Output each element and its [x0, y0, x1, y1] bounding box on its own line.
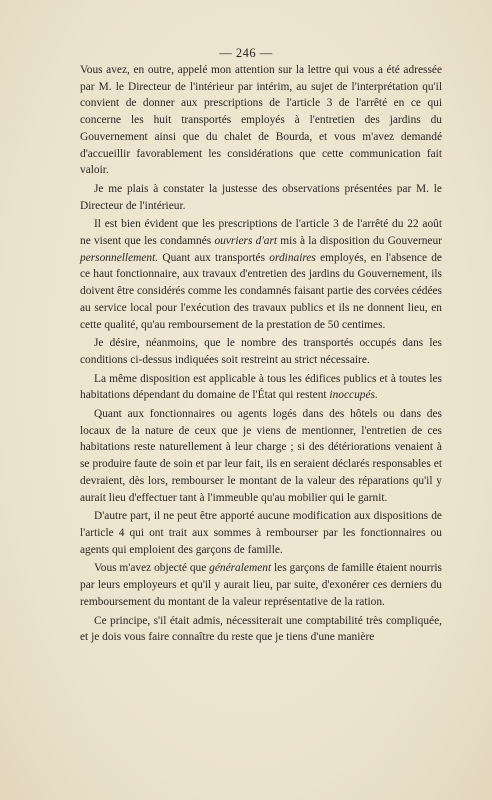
text-run: Quant aux transportés — [158, 251, 270, 264]
paragraph — [80, 62, 442, 179]
paragraph — [80, 181, 442, 214]
text-run: Vous m'avez objecté que — [94, 562, 210, 575]
paragraph — [80, 216, 442, 333]
paragraph — [80, 613, 442, 646]
italic-text: ordinaires — [269, 251, 316, 264]
text-run: Ce principe, s'il était admis, nécessiterait une comptabilité très compliquée, et je dois vous faire connaître du reste que je tiens d'une manière — [80, 614, 442, 644]
text-run: les garçons de famille étaient nourris par leurs employeurs et qu'il y aurait lieu, par suite, d'exonérer ces derniers du remboursement du montant de la valeur représentative de la ration. — [80, 562, 442, 608]
paragraph — [80, 371, 442, 404]
italic-text: personnellement. — [80, 251, 159, 264]
paragraph — [80, 335, 442, 368]
paragraph — [80, 560, 442, 610]
page-number: — 246 — — [219, 46, 273, 60]
text-run: mis à la disposition du Gouverneur — [277, 235, 442, 248]
text-run: employés, en l'absence de ce haut fonctionnaire, aux travaux d'entretien des jardins du Gouvernement, ils doivent être considérés comme les condamnés faisant partie des corvées cédées au service local pour l'exécution des travaux publics et ils ne donnent lieu, en cette qualité, qu'au remboursement de la prestation de 50 centimes. — [80, 251, 442, 331]
italic-text: généralement — [209, 562, 272, 575]
text-run: Je me plais à constater la justesse des observations présentées par M. le Directeur de l'intérieur. — [80, 182, 442, 212]
text-run: D'autre part, il ne peut être apporté aucune modification aux dispositions de l'article 4 qui ont trait aux sommes à rembourser par les fonctionnaires ou agents qui emploient des garçons de famille. — [80, 510, 442, 556]
text-run: Vous avez, en outre, appelé mon attention sur la lettre qui vous a été adressée par M. le Directeur de l'intérieur par intérim, au sujet de l'interprétation qu'il convient de donner aux prescriptions de l'article 3 de l'arrêté en ce qui concerne les huit transportés employés à l'entretien des jardins du Gouvernement ainsi que du chalet de Bourda, et vous m'avez demandé d'accueillir favorablement les considérations que cette communication fait valoir. — [80, 64, 442, 177]
italic-text: ouvriers d'art — [214, 235, 278, 248]
paragraph — [80, 406, 442, 506]
text-run: Quant aux fonctionnaires ou agents logés dans des hôtels ou dans des locaux de la nature de ceux que je viens de mentionner, l'entretien de ces habitations reste naturellement à leur charge ; si des détériorations venaient à se produire faute de soin et par leur fait, ils en seraient déclarés responsables et devraient, dès lors, rembourser le montant de la valeur des réparations qu'il y aurait lieu d'effectuer tant à l'immeuble qu'au mobilier qui le garnit. — [80, 408, 442, 504]
text-run: Il est bien évident que les prescriptions de l'article 3 de l'arrêté du 22 août ne visent que les condamnés — [80, 218, 442, 248]
text-run: Je désire, néanmoins, que le nombre des transportés occupés dans les conditions ci-dessus indiquées soit restreint au strict nécessaire. — [80, 337, 442, 366]
text-run: La même disposition est applicable à tous les édifices publics et à toutes les habitations dépendant du domaine de l'État qui restent — [80, 372, 442, 402]
body-text — [80, 62, 442, 646]
paragraph — [80, 508, 442, 558]
italic-text: inoccupés. — [329, 389, 378, 402]
